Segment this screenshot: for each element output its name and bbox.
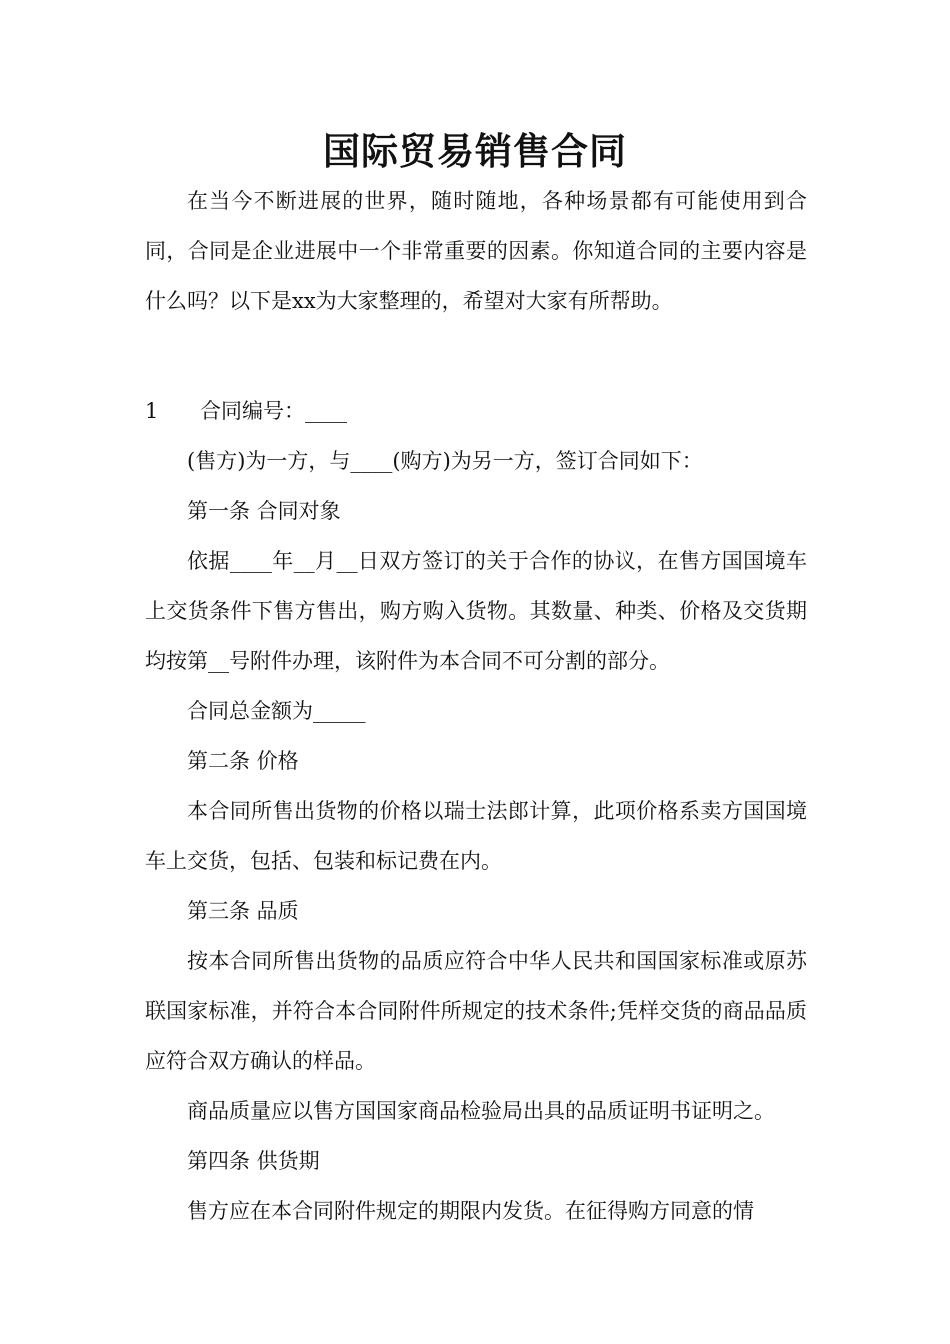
article1-heading: 第一条 合同对象 — [187, 499, 341, 523]
total-amount-line: 合同总金额为_____ — [187, 699, 366, 723]
intro-paragraph: 在当今不断进展的世界，随时随地，各种场景都有可能使用到合同，合同是企业进展中一个非常重要的因素。你知道合同的主要内容是什么吗？以下是xx为大家整理的，希望对大家有所帮助。 — [145, 189, 807, 313]
parties-paragraph: (售方)为一方，与____(购方)为另一方，签订合同如下： — [187, 449, 703, 473]
article1-body: 依据____年__月__日双方签订的关于合作的协议，在售方国国境车上交货条件下售方售出，购方购入货物。其数量、种类、价格及交货期均按第__号附件办理，该附件为本合同不可分割的部分。 — [145, 549, 807, 673]
article2-body: 本合同所售出货物的价格以瑞士法郎计算，此项价格系卖方国国境车上交货，包括、包装和标记费在内。 — [145, 799, 807, 873]
article4-heading: 第四条 供货期 — [187, 1149, 320, 1173]
item-number: 1 — [145, 399, 159, 423]
article2-heading: 第二条 价格 — [187, 749, 299, 773]
document-body — [145, 176, 807, 1236]
document-title: 国际贸易销售合同 — [323, 130, 627, 173]
article4-body: 售方应在本合同附件规定的期限内发货。在征得购方同意的情 — [187, 1199, 754, 1223]
article3-body: 按本合同所售出货物的品质应符合中华人民共和国国家标准或原苏联国家标准，并符合本合同附件所规定的技术条件;凭样交货的商品品质应符合双方确认的样品。 — [145, 949, 807, 1073]
section-spacer — [145, 326, 807, 386]
article3-body-quality-certificate: 商品质量应以售方国国家商品检验局出具的品质证明书证明之。 — [187, 1099, 775, 1123]
article3-heading: 第三条 品质 — [187, 899, 299, 923]
contract-number-label: 合同编号：____ — [200, 399, 347, 423]
contract-number-line — [145, 386, 807, 436]
